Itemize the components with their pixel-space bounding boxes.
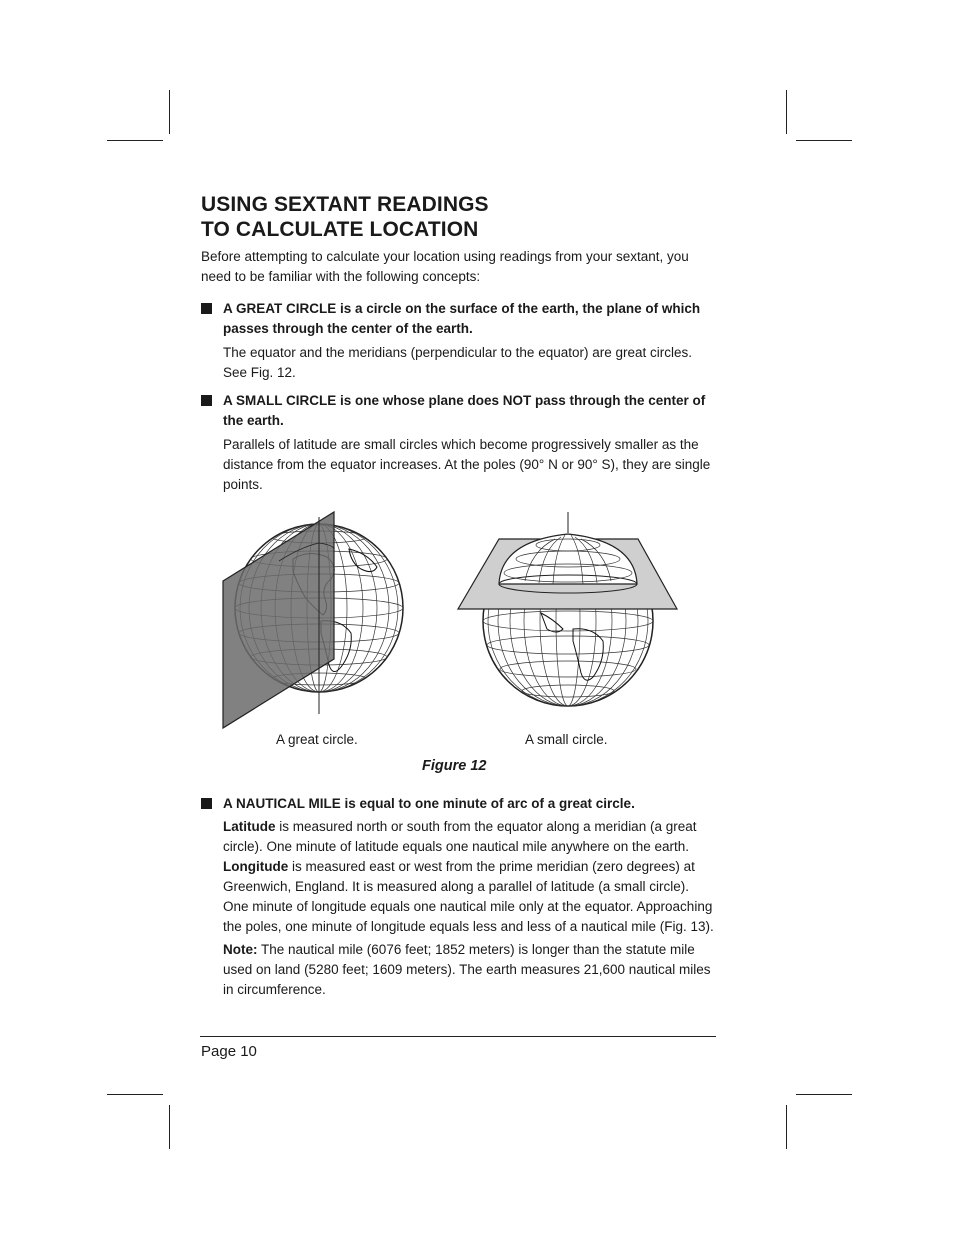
small-circle-body: Parallels of latitude are small circles which become progressively smaller as the distance from the equator increases. At the poles (90° N or 90° S), they are single points. [223,437,711,492]
crop-mark [796,140,852,141]
title-line-2: TO CALCULATE LOCATION [201,218,479,241]
caption-great-circle: A great circle. [276,732,358,747]
page-number: Page 10 [201,1043,257,1060]
nautical-mile-item [201,794,716,1000]
footer-rule [200,1036,716,1037]
note-text: The nautical mile (6076 feet; 1852 meters) is longer than the statute mile used on land (5280 feet; 1609 meters). The earth measures 21,600 nautical miles in circumference. [223,942,711,997]
nautical-mile-heading: A NAUTICAL MILE is equal to one minute of arc of a great circle. [223,796,635,811]
page-title [201,192,716,242]
small-circle-globe [458,512,677,706]
crop-mark [107,140,163,141]
crop-mark [107,1094,163,1095]
page-content [201,192,716,1000]
longitude-text: is measured east or west from the prime meridian (zero degrees) at Greenwich, England. It is measured along a parallel of latitude (a small circle). One minute of longitude equals one nautical mile only at the equator. Approaching the poles, one minute of longitude equals less and less of a nautical mile (Fig. 13). [223,859,714,934]
latitude-term: Latitude [223,819,276,834]
small-circle-heading: A SMALL CIRCLE is one whose plane does NOT pass through the center of the earth. [223,393,706,428]
latitude-text: is measured north or south from the equator along a meridian (a great circle). One minute of latitude equals one nautical mile anywhere on the earth. [223,819,697,854]
great-circle-item [201,299,716,383]
crop-mark [786,90,787,134]
bullet-square-icon [201,303,212,314]
caption-small-circle: A small circle. [525,732,608,747]
bullet-square-icon [201,798,212,809]
note-paragraph [223,940,716,1000]
great-circle-heading: A GREAT CIRCLE is a circle on the surface of the earth, the plane of which passes through the center of the earth. [223,301,701,336]
great-circle-body: The equator and the meridians (perpendicular to the equator) are great circles. See Fig. 12. [223,345,693,380]
intro-paragraph: Before attempting to calculate your location using readings from your sextant, you need to be familiar with the following concepts: [201,249,689,284]
great-circle-globe [223,512,403,728]
small-circle-item [201,391,716,495]
note-term: Note: [223,942,258,957]
crop-mark [786,1105,787,1149]
crop-mark [169,1105,170,1149]
longitude-term: Longitude [223,859,289,874]
figure-label: Figure 12 [422,758,487,774]
globe-illustrations [201,509,716,744]
figure-12 [201,509,716,784]
crop-mark [169,90,170,134]
bullet-square-icon [201,395,212,406]
crop-mark [796,1094,852,1095]
latitude-longitude-paragraph [223,817,716,937]
title-line-1: USING SEXTANT READINGS [201,193,489,216]
